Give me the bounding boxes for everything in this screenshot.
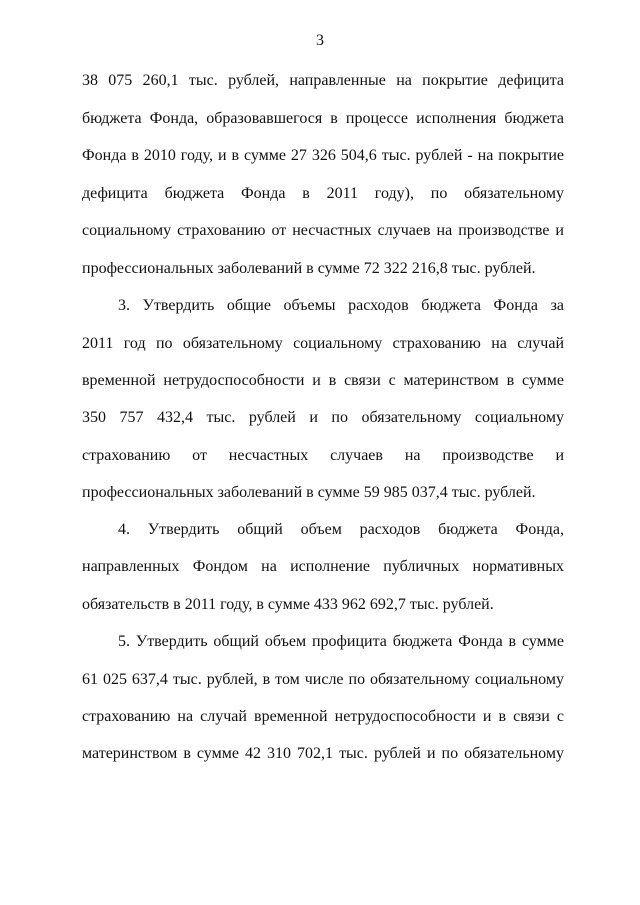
text-line: 38 075 260,1 тыс. рублей, направленные на покрытие дефицита [82, 72, 564, 89]
text-line: Фонда в 2010 году, и в сумме 27 326 504,6 тыс. рублей - на покрытие [82, 147, 564, 164]
text-line: временной нетрудоспособности и в связи с материнством в сумме [82, 372, 564, 389]
text-line: 61 025 637,4 тыс. рублей, в том числе по обязательному социальному [82, 671, 564, 688]
text-line: 5. Утвердить общий объем профицита бюджета Фонда в сумме [118, 633, 564, 650]
text-line: бюджета Фонда, образовавшегося в процессе исполнения бюджета [82, 110, 564, 127]
text-line: обязательств в 2011 году, в сумме 433 962 692,7 тыс. рублей. [82, 596, 494, 613]
text-line: направленных Фондом на исполнение публичных нормативных [82, 558, 564, 575]
text-line: материнством в сумме 42 310 702,1 тыс. рублей и по обязательному [82, 745, 564, 762]
text-line: страхованию на случай временной нетрудоспособности и в связи с [82, 708, 564, 725]
text-line: 350 757 432,4 тыс. рублей и по обязательному социальному [82, 409, 564, 426]
text-line: социальному страхованию от несчастных случаев на производстве и [82, 222, 564, 239]
text-line: 3. Утвердить общие объемы расходов бюджета Фонда за [118, 297, 564, 314]
text-line: страхованию от несчастных случаев на производстве и [82, 447, 564, 464]
text-line: 2011 год по обязательному социальному страхованию на случай [82, 335, 564, 352]
text-line: дефицита бюджета Фонда в 2011 году), по обязательному [82, 185, 564, 202]
text-line: профессиональных заболеваний в сумме 59 985 037,4 тыс. рублей. [82, 484, 536, 501]
text-line: 4. Утвердить общий объем расходов бюджета Фонда, [118, 521, 564, 538]
text-line: профессиональных заболеваний в сумме 72 322 216,8 тыс. рублей. [82, 260, 536, 277]
page-number: 3 [316, 32, 324, 49]
